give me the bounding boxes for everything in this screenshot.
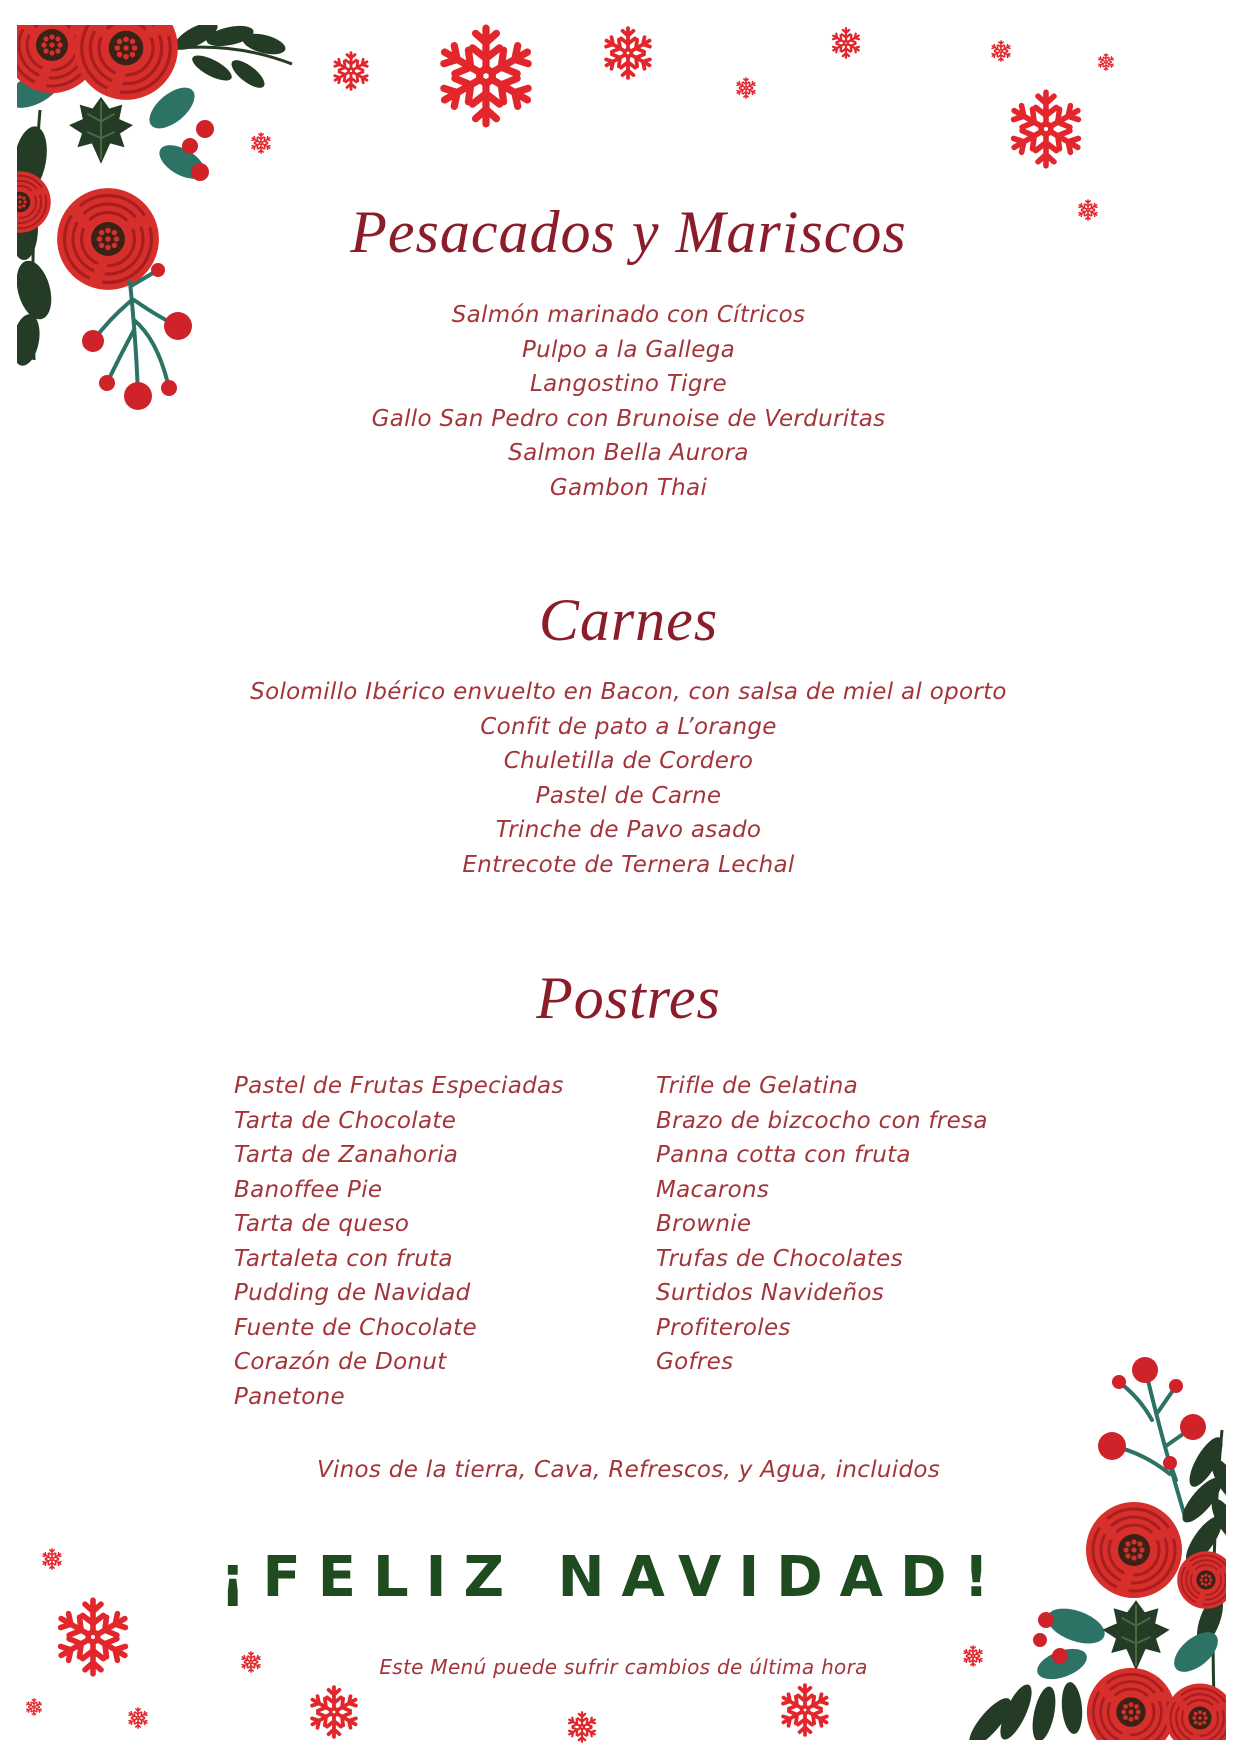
fern-leaf-icon <box>963 1681 1084 1752</box>
menu-item: Salmon Bella Aurora <box>508 440 749 466</box>
menu-item: Gallo San Pedro con Brunoise de Verduritas <box>371 405 886 432</box>
menu-item: Chuletilla de Cordero <box>503 748 754 774</box>
menu-item: Trufas de Chocolates <box>656 1245 903 1272</box>
menu-item: Confit de pato a L’orange <box>480 713 777 740</box>
section-title-seafood: Pesacados y Mariscos <box>350 199 907 265</box>
berry-cluster-icon <box>1098 1357 1206 1520</box>
menu-item: Brazo de bizcocho con fresa <box>656 1107 988 1134</box>
holly-leaf-icon <box>69 97 133 164</box>
christmas-greeting: ¡FELIZ NAVIDAD! <box>219 1545 1007 1610</box>
snowflake-icon <box>438 28 534 124</box>
menu-item: Panetone <box>234 1383 345 1410</box>
menu-item: Tarta de Chocolate <box>234 1107 457 1134</box>
menu-item: Fuente de Chocolate <box>234 1314 477 1341</box>
section-title-desserts: Postres <box>536 965 721 1031</box>
snowflake-icon <box>1009 92 1083 166</box>
snowflake-icon <box>128 1708 148 1728</box>
menu-item: Trinche de Pavo asado <box>495 817 762 843</box>
menu-item: Profiteroles <box>656 1314 791 1341</box>
poppy-flower-icon <box>1087 1668 1175 1755</box>
drinks-note: Vinos de la tierra, Cava, Refrescos, y Agua, incluidos <box>316 1457 941 1483</box>
menu-item: Macarons <box>656 1176 770 1203</box>
snowflake-icon <box>309 1687 359 1737</box>
snowflake-icon <box>603 28 653 78</box>
menu-item: Panna cotta con fruta <box>656 1142 911 1168</box>
menu-item: Trifle de Gelatina <box>656 1073 859 1099</box>
snowflake-icon <box>332 53 369 90</box>
menu-item: Surtidos Navideños <box>656 1280 885 1306</box>
poppy-flower-icon <box>74 0 178 100</box>
menu-item: Pudding de Navidad <box>234 1280 471 1306</box>
menu-item: Brownie <box>656 1211 752 1237</box>
snowflake-icon <box>567 1712 597 1741</box>
snowflake-icon <box>991 41 1011 61</box>
menu-item: Salmón marinado con Cítricos <box>451 302 806 328</box>
menu-item: Pastel de Frutas Especiadas <box>234 1073 564 1099</box>
menu-item: Solomillo Ibérico envuelto en Bacon, con salsa de miel al oporto <box>250 679 1007 705</box>
desserts-right-column <box>656 1069 988 1380</box>
menu-item: Pastel de Carne <box>535 782 722 809</box>
poppy-flower-icon <box>1165 1683 1234 1752</box>
menu-item: Gofres <box>656 1349 734 1375</box>
menu-item: Entrecote de Ternera Lechal <box>462 851 795 878</box>
menu-item: Corazón de Donut <box>234 1349 447 1375</box>
snowflake-icon <box>26 1699 43 1716</box>
snowflake-icon <box>251 133 271 153</box>
snowflake-icon <box>736 78 756 98</box>
seafood-list <box>0 298 1241 505</box>
snowflake-icon <box>1098 54 1115 71</box>
meats-list <box>0 675 1241 882</box>
menu-item: Gambon Thai <box>549 474 708 501</box>
menu-item: Tartaleta con fruta <box>234 1245 453 1272</box>
section-title-meats: Carnes <box>538 587 719 653</box>
snowflake-icon <box>780 1685 830 1735</box>
menu-item: Banoffee Pie <box>234 1176 383 1203</box>
menu-item: Tarta de queso <box>234 1211 410 1237</box>
menu-item: Tarta de Zanahoria <box>234 1142 459 1168</box>
menu-item: Langostino Tigre <box>530 371 727 397</box>
menu-disclaimer: Este Menú puede sufrir cambios de última hora <box>379 1655 868 1679</box>
snowflake-icon <box>831 28 861 57</box>
desserts-left-column <box>234 1069 564 1414</box>
menu-item: Pulpo a la Gallega <box>522 336 735 363</box>
